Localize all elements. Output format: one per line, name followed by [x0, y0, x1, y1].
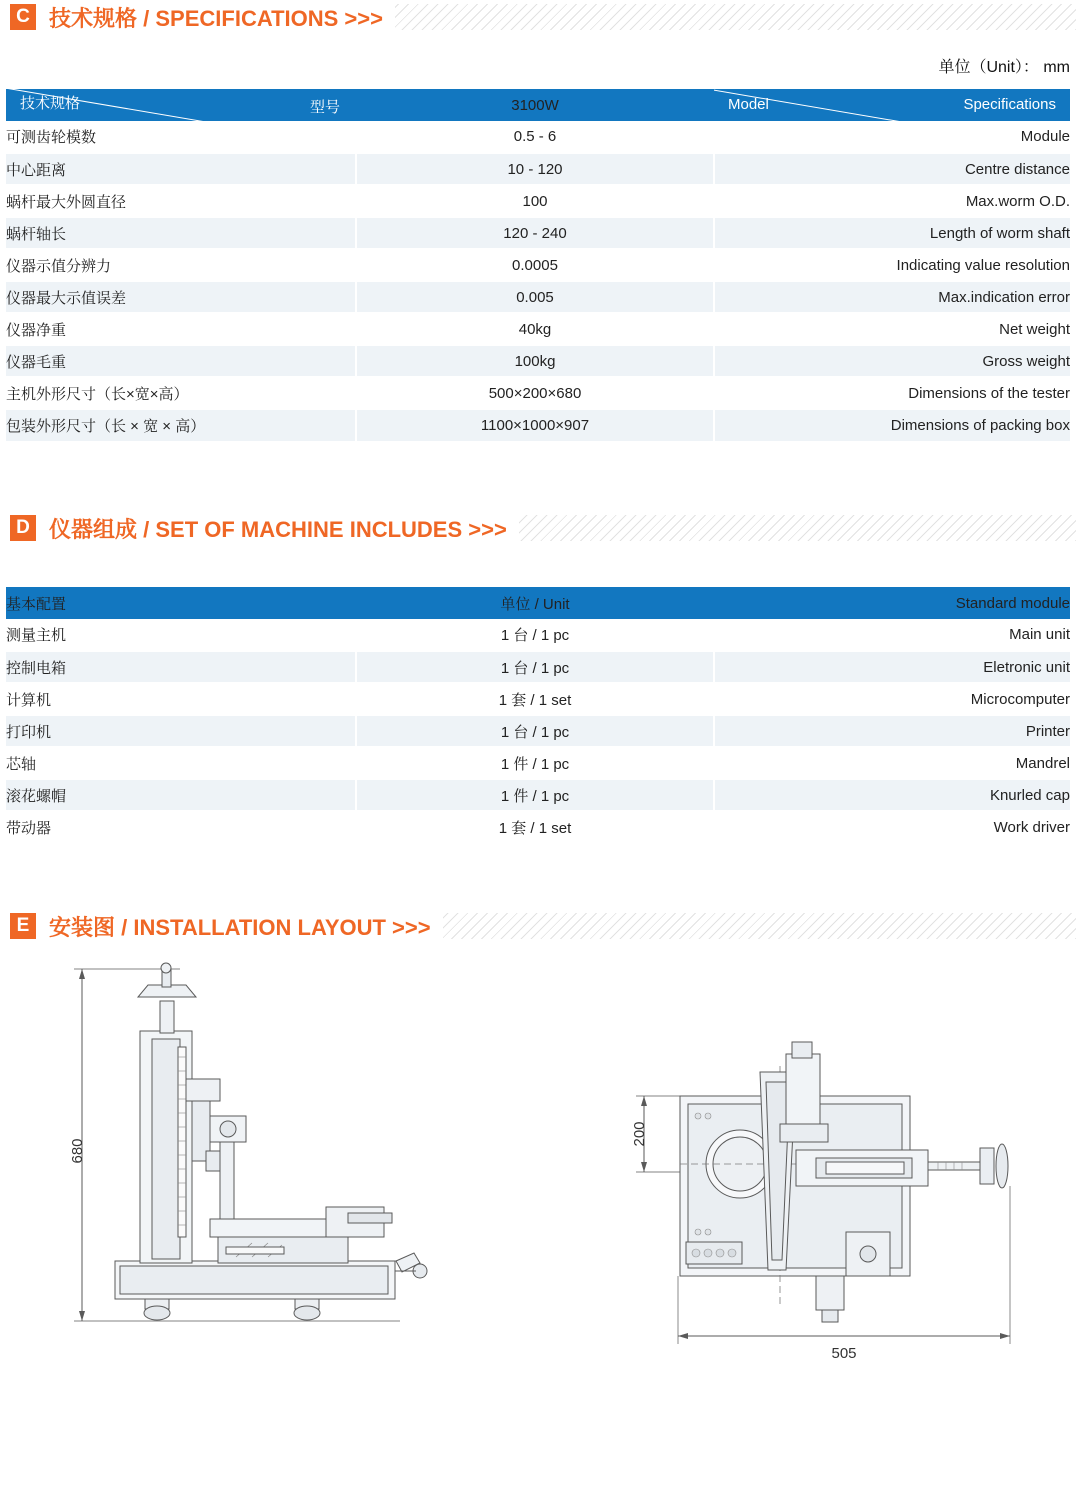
- header-cell-config-cn: 基本配置: [6, 587, 356, 619]
- table-header-row: [6, 587, 1070, 619]
- cell-value: 120 - 240: [356, 217, 714, 249]
- cell-en: Work driver: [714, 811, 1070, 843]
- cell-en: Module: [714, 121, 1070, 153]
- table-row: [6, 345, 1070, 377]
- section-title-en-d: / SET OF MACHINE INCLUDES >>>: [143, 516, 507, 542]
- set-of-machine-table: [6, 587, 1070, 843]
- header-label-model-cn: 型号: [309, 99, 340, 116]
- cell-en: Max.worm O.D.: [714, 185, 1070, 217]
- cell-cn: 可测齿轮模数: [6, 121, 356, 153]
- cell-value: 100kg: [356, 345, 714, 377]
- cell-cn: 测量主机: [6, 619, 356, 651]
- table-row: [6, 811, 1070, 843]
- cell-cn: 打印机: [6, 715, 356, 747]
- cell-value: 0.005: [356, 281, 714, 313]
- header-cell-unit: 单位 / Unit: [356, 587, 714, 619]
- cell-value: 1 套 / 1 set: [356, 811, 714, 843]
- installation-drawings: [0, 961, 1076, 1381]
- cell-en: Indicating value resolution: [714, 249, 1070, 281]
- table-row: [6, 683, 1070, 715]
- front-view-svg: [60, 961, 460, 1361]
- cell-en: Microcomputer: [714, 683, 1070, 715]
- table-row: [6, 651, 1070, 683]
- cell-cn: 滚花螺帽: [6, 779, 356, 811]
- section-badge-d: D: [10, 515, 36, 541]
- dimension-label-width: 505: [831, 1345, 857, 1362]
- unit-note: 单位（Unit）： mm: [938, 59, 1070, 76]
- section-header-installation-layout: [0, 909, 1076, 943]
- table-row: [6, 185, 1070, 217]
- header-label-spec-en: Specifications: [963, 96, 1056, 113]
- cell-en: Length of worm shaft: [714, 217, 1070, 249]
- table-row: [6, 715, 1070, 747]
- cell-value: 1 套 / 1 set: [356, 683, 714, 715]
- cell-en: Main unit: [714, 619, 1070, 651]
- section-badge-c: C: [10, 4, 36, 30]
- table-header-row: [6, 89, 1070, 121]
- section-title-cn-c: 技术规格: [49, 5, 138, 31]
- section-title-set-of-machine: [49, 513, 507, 544]
- cell-cn: 仪器毛重: [6, 345, 356, 377]
- cell-cn: 仪器示值分辨力: [6, 249, 356, 281]
- header-cell-model-value: 3100W: [356, 89, 714, 121]
- cell-value: 1 件 / 1 pc: [356, 747, 714, 779]
- header-label-spec-cn: 技术规格: [20, 95, 81, 112]
- cell-cn: 中心距离: [6, 153, 356, 185]
- table-row: [6, 747, 1070, 779]
- cell-en: Centre distance: [714, 153, 1070, 185]
- section-header-set-of-machine: [0, 511, 1076, 545]
- hatch-stripes-e: [443, 913, 1076, 939]
- cell-value: 0.5 - 6: [356, 121, 714, 153]
- cell-cn: 芯轴: [6, 747, 356, 779]
- table-row: [6, 619, 1070, 651]
- section-title-cn-e: 安装图: [49, 914, 116, 940]
- cell-en: Mandrel: [714, 747, 1070, 779]
- table-row: [6, 217, 1070, 249]
- cell-value: 40kg: [356, 313, 714, 345]
- section-title-en-e: / INSTALLATION LAYOUT >>>: [121, 914, 431, 940]
- front-view-drawing: [60, 961, 460, 1361]
- section-title-en-c: / SPECIFICATIONS >>>: [143, 5, 383, 31]
- table-row: [6, 779, 1070, 811]
- header-label-model-en: Model: [728, 96, 769, 113]
- cell-cn: 蜗杆轴长: [6, 217, 356, 249]
- cell-en: Dimensions of the tester: [714, 377, 1070, 409]
- cell-en: Eletronic unit: [714, 651, 1070, 683]
- cell-cn: 仪器最大示值误差: [6, 281, 356, 313]
- section-header-specifications: [0, 0, 1076, 34]
- side-view-svg: [620, 1036, 1040, 1366]
- cell-en: Knurled cap: [714, 779, 1070, 811]
- cell-en: Dimensions of packing box: [714, 409, 1070, 441]
- table-row: [6, 121, 1070, 153]
- section-title-installation-layout: [49, 911, 431, 942]
- cell-cn: 仪器净重: [6, 313, 356, 345]
- cell-value: 100: [356, 185, 714, 217]
- cell-value: 1100×1000×907: [356, 409, 714, 441]
- cell-value: 1 台 / 1 pc: [356, 619, 714, 651]
- cell-value: 0.0005: [356, 249, 714, 281]
- cell-en: Gross weight: [714, 345, 1070, 377]
- cell-en: Printer: [714, 715, 1070, 747]
- header-cell-spec-en: [714, 89, 1070, 121]
- cell-value: 1 件 / 1 pc: [356, 779, 714, 811]
- table-row: [6, 249, 1070, 281]
- table-row: [6, 409, 1070, 441]
- cell-value: 1 台 / 1 pc: [356, 651, 714, 683]
- cell-cn: 计算机: [6, 683, 356, 715]
- cell-cn: 主机外形尺寸（长×宽×高）: [6, 377, 356, 409]
- header-cell-standard-module: Standard module: [714, 587, 1070, 619]
- table-row: [6, 281, 1070, 313]
- cell-value: 10 - 120: [356, 153, 714, 185]
- cell-cn: 蜗杆最大外圆直径: [6, 185, 356, 217]
- side-view-drawing: [620, 1036, 1040, 1366]
- section-badge-e: E: [10, 913, 36, 939]
- dimension-label-height: 680: [69, 1138, 86, 1164]
- table-row: [6, 153, 1070, 185]
- header-cell-spec: [6, 89, 356, 121]
- cell-cn: 带动器: [6, 811, 356, 843]
- cell-en: Max.indication error: [714, 281, 1070, 313]
- cell-cn: 包装外形尺寸（长 × 宽 × 高）: [6, 409, 356, 441]
- dimension-label-depth: 200: [631, 1121, 648, 1147]
- cell-cn: 控制电箱: [6, 651, 356, 683]
- specifications-table: [6, 89, 1070, 441]
- section-title-cn-d: 仪器组成: [49, 516, 138, 542]
- cell-en: Net weight: [714, 313, 1070, 345]
- hatch-stripes-d: [519, 515, 1076, 541]
- hatch-stripes-c: [395, 4, 1076, 30]
- table-row: [6, 313, 1070, 345]
- cell-value: 500×200×680: [356, 377, 714, 409]
- section-title-specifications: [49, 2, 383, 33]
- table-row: [6, 377, 1070, 409]
- cell-value: 1 台 / 1 pc: [356, 715, 714, 747]
